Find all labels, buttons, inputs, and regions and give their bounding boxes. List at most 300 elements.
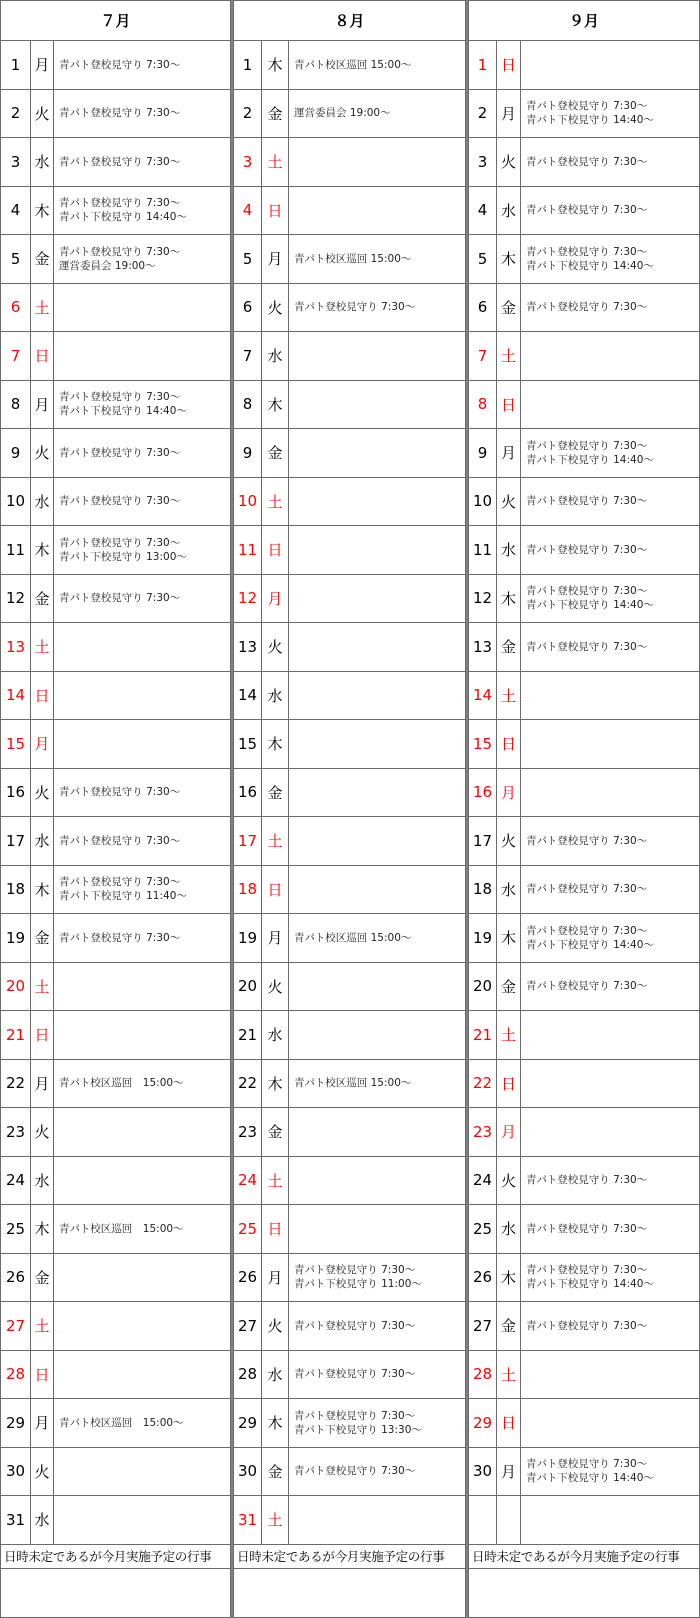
event-item: 青パト下校見守り 14:40～ — [526, 1472, 654, 1485]
month-title: ８月 — [234, 1, 466, 41]
day-number: 21 — [1, 1011, 31, 1060]
events-cell — [54, 1350, 231, 1399]
day-of-week: 火 — [31, 89, 54, 138]
day-row — [469, 962, 700, 1011]
month-column — [0, 0, 233, 1618]
event-item: 青パト登校見守り 7:30～ — [526, 1174, 648, 1187]
day-row — [234, 89, 466, 138]
day-row — [234, 623, 466, 672]
event-item: 青パト登校見守り 7:30～ — [59, 245, 181, 258]
month-table — [233, 0, 466, 1618]
day-number: 6 — [1, 283, 31, 332]
day-row — [234, 671, 466, 720]
events-cell — [521, 962, 700, 1011]
day-of-week: 月 — [262, 574, 289, 623]
day-row — [234, 574, 466, 623]
day-of-week: 月 — [262, 235, 289, 284]
events-cell — [54, 768, 231, 817]
day-number: 20 — [469, 962, 497, 1011]
day-of-week: 水 — [497, 186, 521, 235]
day-number: 12 — [1, 574, 31, 623]
events-cell — [521, 1350, 700, 1399]
day-row — [1, 526, 231, 575]
event-item: 青パト登校見守り 7:30～ — [59, 58, 181, 71]
day-row — [1, 1108, 231, 1157]
events-cell — [521, 380, 700, 429]
day-row — [1, 671, 231, 720]
day-of-week: 月 — [497, 1108, 521, 1157]
day-number: 4 — [1, 186, 31, 235]
day-of-week: 木 — [262, 1399, 289, 1448]
events-cell — [521, 41, 700, 90]
day-number — [469, 1496, 497, 1545]
day-row — [469, 623, 700, 672]
day-of-week: 木 — [31, 186, 54, 235]
day-of-week: 土 — [497, 1011, 521, 1060]
event-item: 青パト下校見守り 11:40～ — [59, 890, 187, 903]
day-of-week: 火 — [497, 477, 521, 526]
day-row — [469, 720, 700, 769]
day-row — [234, 1399, 466, 1448]
day-row — [469, 914, 700, 963]
events-cell — [521, 865, 700, 914]
events-cell — [54, 1156, 231, 1205]
day-number: 26 — [234, 1253, 262, 1302]
day-row — [234, 138, 466, 187]
events-cell — [54, 1496, 231, 1545]
day-row — [234, 477, 466, 526]
event-item: 青パト登校見守り 7:30～ — [526, 100, 648, 113]
event-item: 青パト下校見守り 14:40～ — [526, 938, 654, 951]
day-number: 2 — [234, 89, 262, 138]
day-number: 27 — [234, 1302, 262, 1351]
day-of-week: 木 — [262, 720, 289, 769]
events-cell — [54, 817, 231, 866]
day-row — [1, 1496, 231, 1545]
day-of-week: 日 — [262, 1205, 289, 1254]
event-item: 青パト登校見守り 7:30～ — [526, 1264, 648, 1277]
day-number: 1 — [1, 41, 31, 90]
day-of-week: 水 — [31, 1156, 54, 1205]
day-of-week: 土 — [262, 1496, 289, 1545]
event-item: 青パト校区巡回 15:00～ — [294, 252, 412, 265]
day-of-week: 日 — [262, 865, 289, 914]
events-cell — [521, 1059, 700, 1108]
event-item: 青パト登校見守り 7:30～ — [526, 301, 648, 314]
day-of-week: 火 — [262, 962, 289, 1011]
event-item: 青パト校区巡回 15:00～ — [59, 1077, 184, 1090]
events-cell — [54, 380, 231, 429]
day-number: 27 — [469, 1302, 497, 1351]
event-item: 青パト登校見守り 7:30～ — [59, 107, 181, 120]
events-cell — [289, 1205, 466, 1254]
day-of-week: 日 — [262, 186, 289, 235]
day-of-week: 木 — [31, 1205, 54, 1254]
day-of-week: 月 — [497, 89, 521, 138]
day-number: 15 — [1, 720, 31, 769]
day-number: 10 — [469, 477, 497, 526]
day-row — [469, 89, 700, 138]
events-cell — [54, 429, 231, 478]
undated-events-label: 日時未定であるが今月実施予定の行事 — [234, 1544, 466, 1568]
day-row — [1, 768, 231, 817]
events-cell — [289, 332, 466, 381]
events-cell — [521, 574, 700, 623]
events-cell — [289, 283, 466, 332]
events-cell — [521, 1447, 700, 1496]
day-number: 15 — [469, 720, 497, 769]
day-row — [469, 41, 700, 90]
day-number: 5 — [234, 235, 262, 284]
day-of-week: 木 — [262, 1059, 289, 1108]
day-of-week: 土 — [31, 1302, 54, 1351]
event-item: 青パト登校見守り 7:30～ — [59, 592, 181, 605]
day-of-week: 月 — [31, 41, 54, 90]
event-item: 青パト下校見守り 13:30～ — [294, 1423, 422, 1436]
day-of-week: 金 — [262, 89, 289, 138]
day-of-week: 月 — [262, 914, 289, 963]
day-number: 25 — [234, 1205, 262, 1254]
day-row — [469, 283, 700, 332]
day-of-week: 日 — [497, 1059, 521, 1108]
day-of-week: 日 — [497, 380, 521, 429]
day-number: 5 — [469, 235, 497, 284]
day-row — [1, 865, 231, 914]
events-cell — [54, 623, 231, 672]
event-item: 青パト下校見守り 14:40～ — [526, 453, 654, 466]
day-row — [234, 914, 466, 963]
event-item: 青パト登校見守り 7:30～ — [294, 1264, 416, 1277]
day-number: 16 — [469, 768, 497, 817]
events-cell — [521, 235, 700, 284]
undated-events-label: 日時未定であるが今月実施予定の行事 — [1, 1544, 231, 1568]
month-table — [468, 0, 700, 1618]
day-of-week: 金 — [31, 1253, 54, 1302]
day-of-week: 日 — [497, 720, 521, 769]
day-number: 7 — [1, 332, 31, 381]
day-number: 9 — [1, 429, 31, 478]
undated-events-cell — [1, 1568, 231, 1617]
day-number: 27 — [1, 1302, 31, 1351]
day-number: 11 — [234, 526, 262, 575]
events-cell — [289, 1496, 466, 1545]
day-row — [469, 1108, 700, 1157]
day-of-week: 火 — [31, 429, 54, 478]
day-of-week: 水 — [31, 477, 54, 526]
month-title: ７月 — [1, 1, 231, 41]
day-row — [234, 962, 466, 1011]
day-number: 13 — [469, 623, 497, 672]
undated-events-cell — [469, 1568, 700, 1617]
day-row — [234, 1205, 466, 1254]
day-of-week: 火 — [497, 817, 521, 866]
day-row — [234, 1011, 466, 1060]
events-cell — [289, 817, 466, 866]
day-row — [234, 1108, 466, 1157]
day-row — [469, 1350, 700, 1399]
day-row — [469, 671, 700, 720]
event-item: 青パト登校見守り 7:30～ — [526, 439, 648, 452]
day-number: 3 — [234, 138, 262, 187]
day-of-week: 金 — [31, 574, 54, 623]
event-item: 青パト登校見守り 7:30～ — [59, 495, 181, 508]
day-row — [234, 817, 466, 866]
day-of-week: 月 — [262, 1253, 289, 1302]
events-cell — [521, 623, 700, 672]
day-of-week: 土 — [497, 332, 521, 381]
event-item: 青パト下校見守り 11:00～ — [294, 1278, 422, 1291]
day-number: 12 — [469, 574, 497, 623]
day-row — [234, 1059, 466, 1108]
day-number: 22 — [469, 1059, 497, 1108]
event-item: 青パト登校見守り 7:30～ — [526, 980, 648, 993]
day-row — [469, 332, 700, 381]
day-row — [1, 429, 231, 478]
events-cell — [521, 1253, 700, 1302]
day-number: 30 — [234, 1447, 262, 1496]
month-title: ９月 — [469, 1, 700, 41]
day-number: 24 — [234, 1156, 262, 1205]
day-row — [234, 1350, 466, 1399]
events-cell — [54, 1059, 231, 1108]
day-of-week: 火 — [31, 1447, 54, 1496]
events-cell — [521, 1205, 700, 1254]
day-of-week: 金 — [262, 1447, 289, 1496]
day-of-week: 水 — [262, 671, 289, 720]
day-number: 23 — [234, 1108, 262, 1157]
day-of-week: 金 — [497, 962, 521, 1011]
day-of-week: 火 — [31, 1108, 54, 1157]
day-row — [469, 1205, 700, 1254]
event-item: 青パト校区巡回 15:00～ — [59, 1222, 184, 1235]
event-item: 青パト下校見守り 14:40～ — [526, 1278, 654, 1291]
day-row — [469, 768, 700, 817]
event-item: 青パト校区巡回 15:00～ — [294, 931, 412, 944]
day-of-week: 水 — [31, 817, 54, 866]
day-row — [469, 1496, 700, 1545]
day-of-week: 月 — [31, 380, 54, 429]
day-number: 10 — [1, 477, 31, 526]
event-item: 青パト登校見守り 7:30～ — [526, 640, 648, 653]
day-of-week: 月 — [497, 1447, 521, 1496]
event-item: 青パト登校見守り 7:30～ — [526, 543, 648, 556]
event-item: 運営委員会 19:00～ — [59, 259, 156, 272]
events-cell — [54, 526, 231, 575]
day-of-week: 金 — [262, 768, 289, 817]
day-number: 19 — [1, 914, 31, 963]
events-cell — [289, 768, 466, 817]
events-cell — [521, 89, 700, 138]
event-item: 青パト登校見守り 7:30～ — [526, 834, 648, 847]
day-number: 16 — [234, 768, 262, 817]
day-of-week: 土 — [262, 138, 289, 187]
day-number: 18 — [234, 865, 262, 914]
day-of-week: 木 — [262, 380, 289, 429]
day-number: 28 — [469, 1350, 497, 1399]
day-of-week: 土 — [31, 283, 54, 332]
events-cell — [54, 914, 231, 963]
month-table — [0, 0, 231, 1618]
events-cell — [289, 574, 466, 623]
day-number: 21 — [234, 1011, 262, 1060]
day-number: 7 — [469, 332, 497, 381]
day-of-week: 日 — [31, 1350, 54, 1399]
events-cell — [521, 671, 700, 720]
events-cell — [521, 526, 700, 575]
day-number: 28 — [1, 1350, 31, 1399]
day-of-week: 木 — [497, 914, 521, 963]
events-cell — [521, 1302, 700, 1351]
events-cell — [54, 1205, 231, 1254]
day-row — [234, 1156, 466, 1205]
events-cell — [289, 623, 466, 672]
day-row — [1, 962, 231, 1011]
events-cell — [521, 477, 700, 526]
day-number: 1 — [469, 41, 497, 90]
day-number: 4 — [234, 186, 262, 235]
events-cell — [521, 1399, 700, 1448]
events-cell — [521, 1108, 700, 1157]
events-cell — [289, 671, 466, 720]
day-number: 31 — [1, 1496, 31, 1545]
day-row — [469, 186, 700, 235]
day-row — [1, 89, 231, 138]
events-cell — [521, 1496, 700, 1545]
events-cell — [521, 429, 700, 478]
events-cell — [521, 1156, 700, 1205]
day-number: 3 — [1, 138, 31, 187]
event-item: 青パト登校見守り 7:30～ — [526, 585, 648, 598]
day-row — [1, 914, 231, 963]
day-of-week: 金 — [497, 623, 521, 672]
events-cell — [289, 429, 466, 478]
day-row — [469, 1059, 700, 1108]
event-item: 青パト校区巡回 15:00～ — [294, 1077, 412, 1090]
day-number: 26 — [469, 1253, 497, 1302]
day-number: 11 — [469, 526, 497, 575]
day-row — [469, 1302, 700, 1351]
day-of-week: 日 — [497, 1399, 521, 1448]
events-cell — [54, 574, 231, 623]
day-number: 22 — [234, 1059, 262, 1108]
day-number: 2 — [1, 89, 31, 138]
events-cell — [54, 1011, 231, 1060]
day-row — [1, 1350, 231, 1399]
day-of-week: 火 — [262, 283, 289, 332]
day-row — [1, 1205, 231, 1254]
day-number: 14 — [234, 671, 262, 720]
event-item: 青パト登校見守り 7:30～ — [294, 301, 416, 314]
day-row — [469, 429, 700, 478]
events-cell — [54, 671, 231, 720]
day-number: 23 — [1, 1108, 31, 1157]
day-number: 14 — [1, 671, 31, 720]
day-of-week: 日 — [31, 1011, 54, 1060]
event-item: 青パト下校見守り 14:40～ — [526, 259, 654, 272]
events-cell — [521, 720, 700, 769]
day-number: 25 — [469, 1205, 497, 1254]
day-of-week: 金 — [31, 914, 54, 963]
day-row — [1, 1302, 231, 1351]
day-row — [1, 138, 231, 187]
event-item: 青パト下校見守り 14:40～ — [59, 405, 187, 418]
day-number: 3 — [469, 138, 497, 187]
events-cell — [54, 1108, 231, 1157]
day-number: 17 — [1, 817, 31, 866]
day-row — [469, 1447, 700, 1496]
day-number: 24 — [1, 1156, 31, 1205]
day-of-week: 月 — [31, 1399, 54, 1448]
day-of-week: 水 — [262, 1350, 289, 1399]
event-item: 青パト登校見守り 7:30～ — [59, 876, 181, 889]
month-column — [468, 0, 700, 1618]
events-cell — [521, 138, 700, 187]
day-number: 29 — [234, 1399, 262, 1448]
event-item: 青パト登校見守り 7:30～ — [526, 204, 648, 217]
day-row — [234, 283, 466, 332]
day-number: 8 — [1, 380, 31, 429]
day-number: 8 — [234, 380, 262, 429]
day-row — [1, 235, 231, 284]
events-cell — [289, 1253, 466, 1302]
event-item: 青パト登校見守り 7:30～ — [59, 834, 181, 847]
event-item: 青パト登校見守り 7:30～ — [526, 155, 648, 168]
day-of-week: 火 — [497, 138, 521, 187]
day-row — [234, 1253, 466, 1302]
day-of-week: 日 — [31, 671, 54, 720]
events-cell — [54, 89, 231, 138]
events-cell — [289, 865, 466, 914]
events-cell — [289, 89, 466, 138]
day-of-week: 水 — [262, 332, 289, 381]
day-number: 30 — [1, 1447, 31, 1496]
day-number: 13 — [234, 623, 262, 672]
day-row — [234, 380, 466, 429]
event-item: 青パト登校見守り 7:30～ — [59, 536, 181, 549]
day-of-week: 火 — [262, 623, 289, 672]
day-row — [1, 186, 231, 235]
day-row — [469, 817, 700, 866]
day-row — [1, 1011, 231, 1060]
events-cell — [289, 138, 466, 187]
day-of-week: 月 — [31, 1059, 54, 1108]
events-cell — [54, 720, 231, 769]
day-of-week — [497, 1496, 521, 1545]
event-item: 青パト登校見守り 7:30～ — [59, 931, 181, 944]
events-cell — [54, 332, 231, 381]
event-item: 青パト登校見守り 7:30～ — [526, 245, 648, 258]
events-cell — [289, 186, 466, 235]
event-item: 青パト登校見守り 7:30～ — [59, 197, 181, 210]
day-number: 8 — [469, 380, 497, 429]
event-item: 青パト登校見守り 7:30～ — [294, 1465, 416, 1478]
day-of-week: 水 — [262, 1011, 289, 1060]
day-number: 22 — [1, 1059, 31, 1108]
event-item: 青パト校区巡回 15:00～ — [294, 58, 412, 71]
day-number: 2 — [469, 89, 497, 138]
day-row — [234, 41, 466, 90]
day-number: 13 — [1, 623, 31, 672]
events-cell — [54, 865, 231, 914]
events-cell — [289, 380, 466, 429]
day-of-week: 土 — [31, 962, 54, 1011]
event-item: 青パト登校見守り 7:30～ — [526, 1458, 648, 1471]
day-row — [234, 720, 466, 769]
day-row — [234, 332, 466, 381]
event-item: 青パト登校見守り 7:30～ — [526, 1319, 648, 1332]
day-of-week: 月 — [497, 429, 521, 478]
day-row — [469, 138, 700, 187]
